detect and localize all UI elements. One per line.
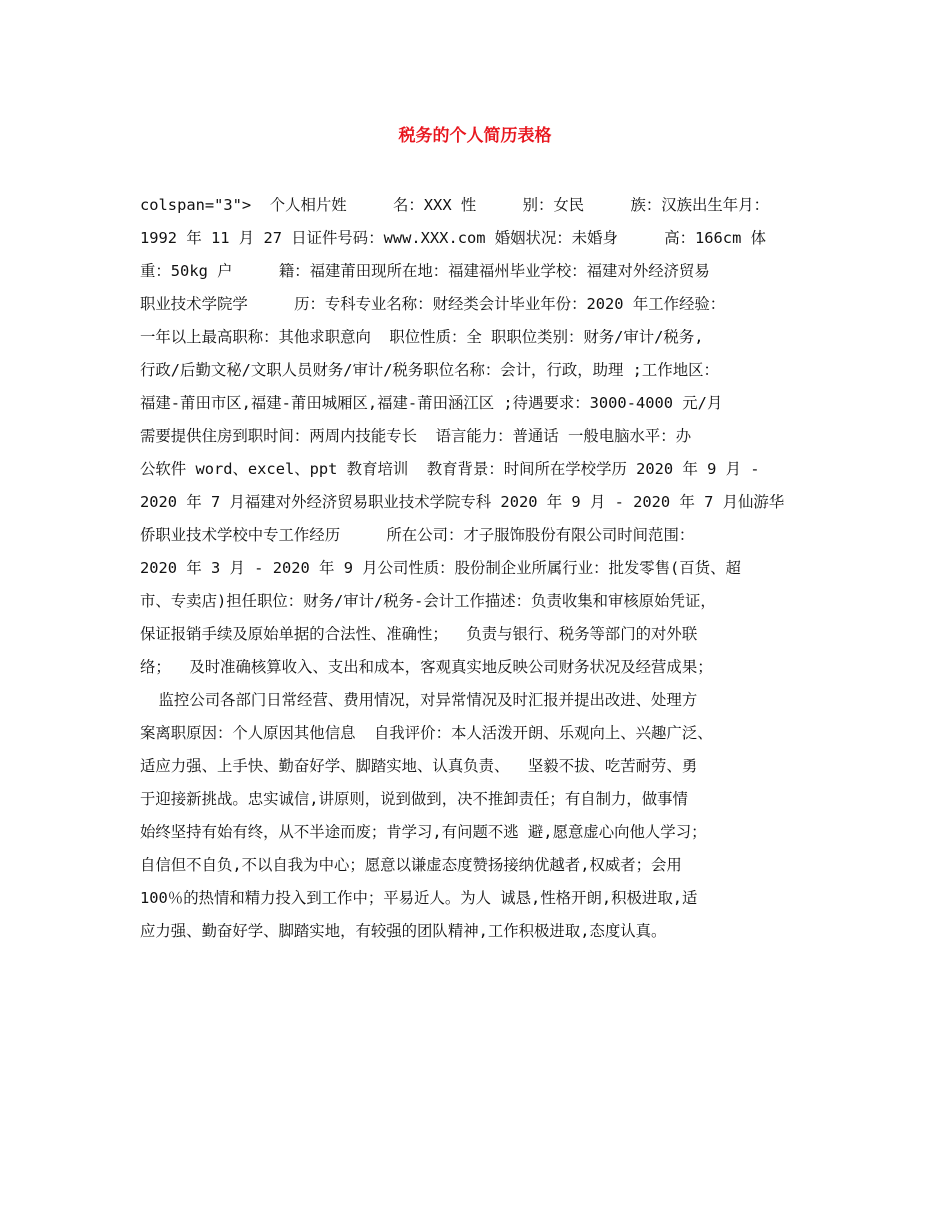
body-line: colspan="3"> 个人相片姓 名：XXX 性 别：女民 族：汉族出生年月： (140, 196, 769, 214)
body-line: 1992 年 11 月 27 日证件号码：www.XXX.com 婚姻状况：未婚身 高：166cm 体 (140, 229, 766, 247)
body-line: 公软件 word、excel、ppt 教育培训 教育背景：时间所在学校学历 2020 年 9 月 - (140, 460, 760, 478)
body-line: 2020 年 3 月 - 2020 年 9 月公司性质：股份制企业所属行业：批发零售(百货、超 (140, 559, 741, 577)
body-line: 重：50kg 户 籍：福建莆田现所在地：福建福州毕业学校：福建对外经济贸易 (140, 262, 710, 280)
body-line: 于迎接新挑战。忠实诚信,讲原则，说到做到，决不推卸责任；有自制力，做事情 (140, 790, 688, 808)
body-line: 市、专卖店)担任职位：财务/审计/税务-会计工作描述：负责收集和审核原始凭证， (140, 592, 716, 610)
document-title: 税务的个人简历表格 (398, 126, 552, 146)
body-line: 100％的热情和精力投入到工作中；平易近人。为人 诚恳,性格开朗,积极进取,适 (140, 889, 698, 907)
body-line: 需要提供住房到职时间：两周内技能专长 语言能力：普通话 一般电脑水平：办 (140, 427, 692, 445)
body-line: 始终坚持有始有终，从不半途而废；肯学习,有问题不逃 避,愿意虚心向他人学习； (140, 823, 707, 841)
body-line: 福建-莆田市区,福建-莆田城厢区,福建-莆田涵江区 ;待遇要求：3000-4000 元/月 (140, 394, 723, 412)
body-line: 自信但不自负,不以自我为中心；愿意以谦虚态度赞扬接纳优越者,权威者；会用 (140, 856, 682, 874)
body-line: 案离职原因：个人原因其他信息 自我评价：本人活泼开朗、乐观向上、兴趣广泛、 (140, 724, 713, 742)
body-line: 行政/后勤文秘/文职人员财务/审计/税务职位名称：会计，行政，助理 ;工作地区： (140, 361, 719, 379)
body-line: 保证报销手续及原始单据的合法性、准确性； 负责与银行、税务等部门的对外联 (140, 625, 698, 643)
body-line: 适应力强、上手快、勤奋好学、脚踏实地、认真负责、 坚毅不拔、吃苦耐劳、勇 (140, 757, 698, 775)
body-line: 侨职业技术学校中专工作经历 所在公司：才子服饰股份有限公司时间范围： (140, 526, 695, 544)
body-line: 监控公司各部门日常经营、费用情况，对异常情况及时汇报并提出改进、处理方 (140, 691, 698, 709)
body-line: 2020 年 7 月福建对外经济贸易职业技术学院专科 2020 年 9 月 - 2020 年 7 月仙游华 (140, 493, 785, 511)
body-line: 应力强、勤奋好学、脚踏实地，有较强的团队精神,工作积极进取,态度认真。 (140, 922, 667, 940)
body-line: 一年以上最高职称：其他求职意向 职位性质：全 职职位类别：财务/审计/税务, (140, 328, 704, 346)
body-line: 络； 及时准确核算收入、支出和成本，客观真实地反映公司财务状况及经营成果； (140, 658, 713, 676)
document-body (140, 189, 820, 948)
body-line: 职业技术学院学 历：专科专业名称：财经类会计毕业年份：2020 年工作经验： (140, 295, 726, 313)
